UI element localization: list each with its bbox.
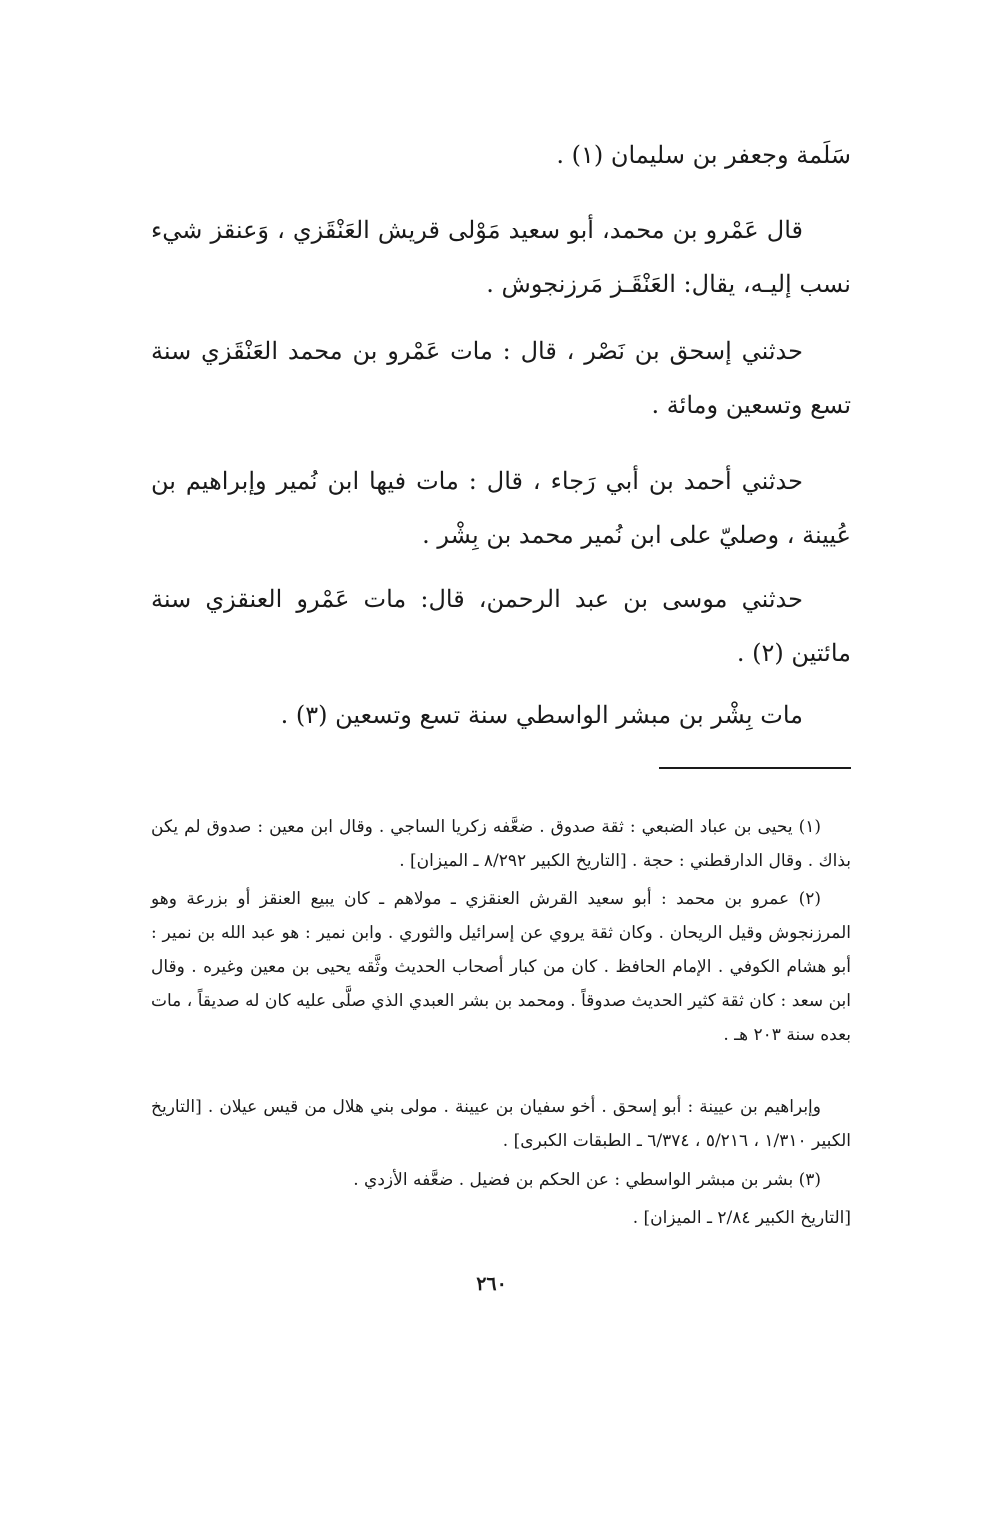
main-paragraph-4: حدثني أحمد بن أبي رَجاء ، قال : مات فيها ابن نُمير وإبراهيم بن عُيينة ، وصليّ على ابن نُمير محمد بن بِشْر . xyxy=(151,467,851,549)
footnote-2: (٢) عمرو بن محمد : أبو سعيد القرش العنقزي ـ مولاهم ـ كان يبيع العنقز أو بزرعة وهو المرزنجوش وقيل الريحان . وكان ثقة يروي عن إسرائيل والثوري . وابن نمير : هو عبد الله بن نمير : أبو هشام الكوفي . الإمام الحافظ . كان من كبار أصحاب الحديث وثَّقه يحيى بن معين وغيره . وقال ابن سعد : كان ثقة كثير الحديث صدوقاً . ومحمد بن بشر العبدي الذي صلَّى عليه كان له صديقاً ، مات بعده سنة ٢٠٣ هـ . xyxy=(151,889,851,1045)
footnote-2-continued: وإبراهيم بن عيينة : أبو إسحق . أخو سفيان بن عيينة . مولى بني هلال من قيس عيلان . [التاريخ الكبير ١/٣١٠ ، ٥/٢١٦ ، ٦/٣٧٤ ـ الطبقات الكبرى] . xyxy=(151,1097,851,1151)
footnote-3: (٣) بشر بن مبشر الواسطي : عن الحكم بن فضيل . ضعَّفه الأزدي . xyxy=(353,1170,821,1190)
footnote-3-reference: [التاريخ الكبير ٢/٨٤ ـ الميزان] . xyxy=(632,1208,851,1228)
footnote-separator xyxy=(659,767,851,769)
main-paragraph-1: سَلَمة وجعفر بن سليمان (١) . xyxy=(556,141,851,169)
main-paragraph-3: حدثني إسحق بن نَصْر ، قال : مات عَمْرو بن محمد العَنْقَزي سنة تسع وتسعين ومائة . xyxy=(151,337,851,419)
main-paragraph-6: مات بِشْر بن مبشر الواسطي سنة تسع وتسعين (٣) . xyxy=(280,701,803,729)
main-paragraph-5: حدثني موسى بن عبد الرحمن، قال: مات عَمْرو العنقزي سنة مائتين (٢) . xyxy=(151,585,851,667)
main-paragraph-2: قال عَمْرو بن محمد، أبو سعيد مَوْلى قريش العَنْقَزي ، وَعنقز شيء نسب إليـه، يقال: العَنْقَـز مَرزنجوش . xyxy=(151,216,851,298)
page-number: ٢٦٠ xyxy=(476,1273,507,1295)
footnote-1: (١) يحيى بن عباد الضبعي : ثقة صدوق . ضعَّفه زكريا الساجي . وقال ابن معين : صدوق لم يكن بذاك . وقال الدارقطني : حجة . [التاريخ الكبير ٨/٢٩٢ ـ الميزان] . xyxy=(151,817,851,871)
